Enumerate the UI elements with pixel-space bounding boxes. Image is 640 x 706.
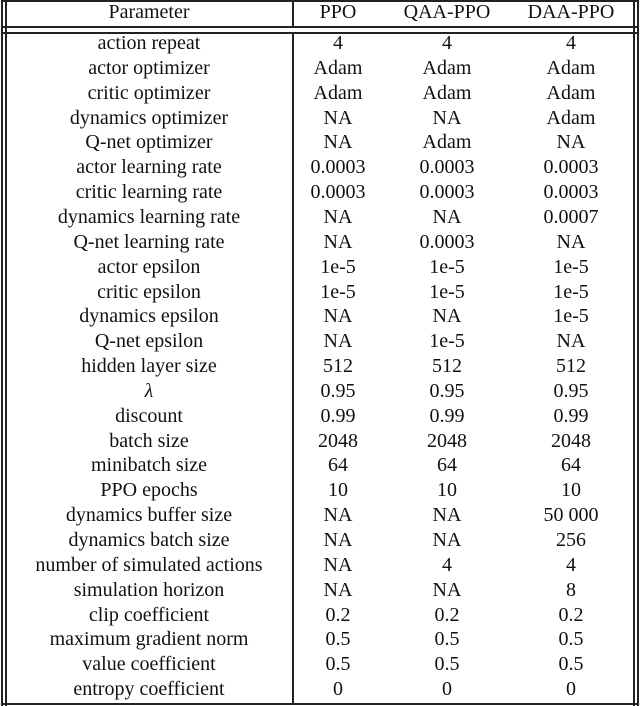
daa-ppo-value: NA (556, 330, 586, 353)
daa-ppo-value: 4 (566, 32, 576, 54)
ppo-value: 2048 (318, 429, 358, 452)
parameter-name: actor learning rate (76, 156, 222, 179)
daa-ppo-value: Adam (546, 106, 596, 129)
daa-ppo-value: 4 (566, 553, 576, 576)
daa-ppo-value: 0.5 (558, 628, 584, 651)
daa-ppo-value: NA (556, 131, 586, 154)
qaa-ppo-value: 0.5 (434, 628, 460, 651)
parameter-name: critic optimizer (87, 81, 211, 104)
qaa-ppo-value: Adam (422, 81, 472, 104)
ppo-value: 512 (323, 355, 353, 378)
daa-ppo-value: 10 (561, 479, 581, 502)
qaa-ppo-value: 0.2 (434, 603, 460, 626)
qaa-ppo-value: NA (432, 205, 462, 228)
parameter-name: dynamics buffer size (65, 504, 233, 527)
parameter-name: simulation horizon (73, 578, 225, 601)
qaa-ppo-value: Adam (422, 131, 472, 154)
parameter-name: dynamics batch size (68, 529, 230, 551)
parameter-name: clip coefficient (88, 603, 210, 626)
qaa-ppo-value: NA (432, 106, 462, 129)
table-row (0, 652, 640, 677)
ppo-value: NA (323, 131, 353, 154)
ppo-value: 0.99 (320, 404, 356, 427)
daa-ppo-value: 0.0003 (543, 181, 599, 204)
qaa-ppo-value: 1e-5 (429, 330, 465, 353)
table-row (0, 31, 640, 56)
daa-ppo-value: 2048 (551, 429, 591, 452)
ppo-value: NA (323, 230, 353, 253)
table-row (0, 304, 640, 329)
ppo-value: 4 (333, 32, 343, 54)
table-row (0, 106, 640, 131)
parameter-name: Q-net learning rate (73, 230, 225, 253)
parameter-name: action repeat (97, 32, 201, 54)
daa-ppo-value: 0.99 (553, 404, 589, 427)
parameter-name: critic learning rate (75, 181, 223, 204)
qaa-ppo-value: 2048 (427, 429, 467, 452)
daa-ppo-value: 0.0003 (543, 156, 599, 179)
table-row (0, 255, 640, 280)
parameter-name: number of simulated actions (35, 553, 263, 576)
table-row (0, 155, 640, 180)
daa-ppo-value: NA (556, 230, 586, 253)
table-row (0, 379, 640, 404)
daa-ppo-value: 0.2 (558, 603, 584, 626)
table-row (0, 56, 640, 81)
table-row (0, 603, 640, 628)
ppo-value: NA (323, 504, 353, 527)
parameter-name: actor optimizer (88, 56, 210, 79)
parameter-name: value coefficient (82, 653, 216, 676)
parameter-name: minibatch size (90, 454, 208, 477)
ppo-value: 0.2 (325, 603, 351, 626)
daa-ppo-value: 1e-5 (553, 305, 589, 328)
border-bottom (1, 703, 639, 705)
parameter-name: hidden layer size (81, 355, 217, 378)
table-row (0, 478, 640, 503)
table-row (0, 627, 640, 652)
qaa-ppo-value: 64 (437, 454, 457, 477)
table-row (0, 354, 640, 379)
ppo-value: NA (323, 305, 353, 328)
table-row (0, 528, 640, 553)
qaa-ppo-value: 0.0003 (419, 156, 475, 179)
daa-ppo-value: Adam (546, 56, 596, 79)
ppo-value: NA (323, 529, 353, 551)
header-ppo: PPO (319, 1, 357, 23)
table-row (0, 404, 640, 429)
parameter-name: dynamics optimizer (69, 106, 229, 129)
qaa-ppo-value: NA (432, 578, 462, 601)
header-parameter: Parameter (108, 1, 190, 23)
qaa-ppo-value: NA (432, 305, 462, 328)
ppo-value: 0.5 (325, 628, 351, 651)
header-row (0, 0, 640, 26)
table-row (0, 453, 640, 478)
daa-ppo-value: 50 000 (543, 504, 599, 527)
qaa-ppo-value: 0.0003 (419, 181, 475, 204)
qaa-ppo-value: NA (432, 504, 462, 527)
table-row (0, 677, 640, 702)
parameter-name: λ (144, 379, 154, 402)
parameter-name: entropy coefficient (73, 678, 225, 701)
parameter-name: PPO epochs (100, 479, 198, 502)
qaa-ppo-value: 0 (442, 678, 452, 701)
ppo-value: 10 (328, 479, 348, 502)
daa-ppo-value: 512 (556, 355, 586, 378)
header-qaa-ppo: QAA-PPO (403, 1, 491, 23)
qaa-ppo-value: 0.0003 (419, 230, 475, 253)
ppo-value: NA (323, 106, 353, 129)
ppo-value: Adam (313, 81, 363, 104)
ppo-value: NA (323, 205, 353, 228)
qaa-ppo-value: 0.99 (429, 404, 465, 427)
ppo-value: 0.0003 (310, 156, 366, 179)
table-row (0, 280, 640, 305)
parameter-name: actor epsilon (97, 255, 201, 278)
table-row (0, 230, 640, 255)
ppo-value: NA (323, 330, 353, 353)
daa-ppo-value: 64 (561, 454, 581, 477)
qaa-ppo-value: 1e-5 (429, 255, 465, 278)
ppo-value: NA (323, 578, 353, 601)
table-row (0, 81, 640, 106)
parameter-name: critic epsilon (97, 280, 201, 303)
qaa-ppo-value: 4 (442, 32, 452, 54)
parameter-name: Q-net optimizer (85, 131, 213, 154)
qaa-ppo-value: 10 (437, 479, 457, 502)
daa-ppo-value: 0.95 (553, 379, 589, 402)
daa-ppo-value: 0 (566, 678, 576, 701)
parameter-name: discount (115, 404, 183, 427)
daa-ppo-value: 256 (556, 529, 586, 551)
daa-ppo-value: 0.5 (558, 653, 584, 676)
qaa-ppo-value: 1e-5 (429, 280, 465, 303)
ppo-value: 64 (328, 454, 348, 477)
header-daa-ppo: DAA-PPO (527, 1, 615, 23)
table-row (0, 578, 640, 603)
ppo-value: Adam (313, 56, 363, 79)
qaa-ppo-value: 4 (442, 553, 452, 576)
table-row (0, 205, 640, 230)
table-row (0, 553, 640, 578)
daa-ppo-value: 0.0007 (543, 205, 599, 228)
ppo-value: 0.5 (325, 653, 351, 676)
qaa-ppo-value: 512 (432, 355, 462, 378)
ppo-value: 0.0003 (310, 181, 366, 204)
ppo-value: NA (323, 553, 353, 576)
ppo-value: 1e-5 (320, 255, 356, 278)
table-row (0, 180, 640, 205)
parameter-name: dynamics epsilon (79, 305, 219, 328)
table-row (0, 503, 640, 528)
table-row (0, 429, 640, 454)
daa-ppo-value: 1e-5 (553, 280, 589, 303)
ppo-value: 0 (333, 678, 343, 701)
header-rule (1, 26, 639, 28)
qaa-ppo-value: Adam (422, 56, 472, 79)
parameter-name: maximum gradient norm (49, 628, 249, 651)
daa-ppo-value: 1e-5 (553, 255, 589, 278)
parameter-name: Q-net epsilon (94, 330, 204, 353)
ppo-value: 1e-5 (320, 280, 356, 303)
table-row (0, 130, 640, 155)
ppo-value: 0.95 (320, 379, 356, 402)
qaa-ppo-value: 0.95 (429, 379, 465, 402)
daa-ppo-value: 8 (566, 578, 576, 601)
table-row (0, 329, 640, 354)
qaa-ppo-value: NA (432, 529, 462, 551)
parameter-name: batch size (109, 429, 189, 452)
qaa-ppo-value: 0.5 (434, 653, 460, 676)
parameter-name: dynamics learning rate (57, 205, 241, 228)
daa-ppo-value: Adam (546, 81, 596, 104)
